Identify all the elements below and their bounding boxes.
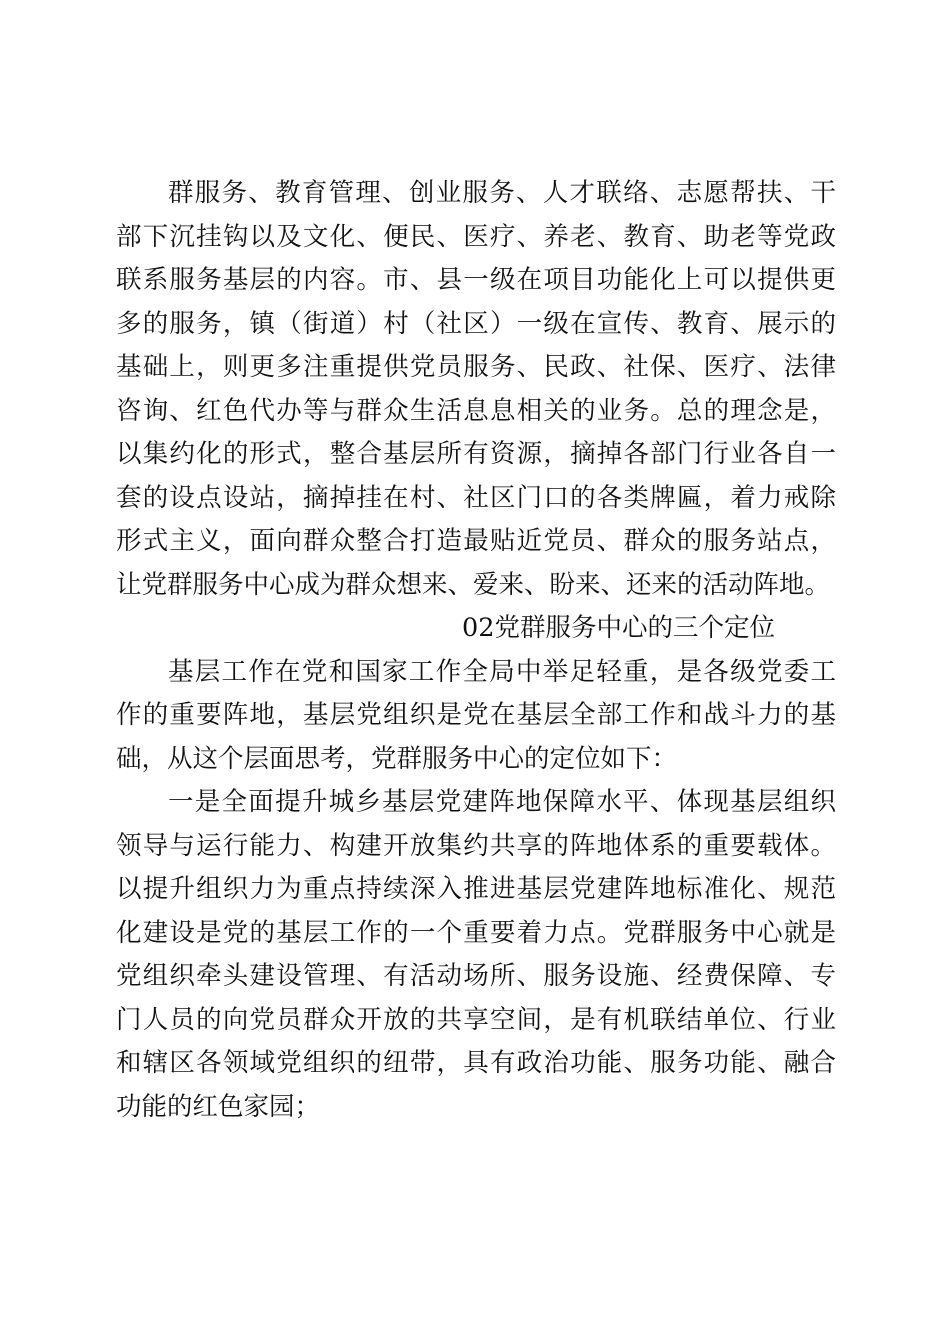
paragraph-1-line-8: 套的设点设站，摘掉挂在村、社区门口的各类牌匾，着力戒除 bbox=[116, 482, 836, 513]
paragraph-3-line-5: 党组织牵头建设管理、有活动场所、服务设施、经费保障、专 bbox=[116, 961, 836, 991]
paragraph-1-line-1: 群服务、教育管理、创业服务、人才联络、志愿帮扶、干 bbox=[168, 178, 836, 208]
paragraph-1-line-7: 以集约化的形式，整合基层所有资源，摘掉各部门行业各自一 bbox=[116, 439, 836, 469]
paragraph-3-line-8: 功能的红色家园； bbox=[116, 1091, 321, 1122]
paragraph-2-line-1: 基层工作在党和国家工作全局中举足轻重，是各级党委工 bbox=[168, 656, 836, 687]
section-heading: 02党群服务中心的三个定位 bbox=[462, 613, 775, 643]
paragraph-1-line-6: 咨询、红色代办等与群众生活息息相关的业务。总的理念是， bbox=[116, 395, 836, 426]
paragraph-1-line-10: 让党群服务中心成为群众想来、爱来、盼来、还来的活动阵地。 bbox=[116, 569, 831, 600]
document-body bbox=[116, 172, 836, 1129]
paragraph-3-line-3: 以提升组织力为重点持续深入推进基层党建阵地标准化、规范 bbox=[116, 874, 836, 904]
paragraph-2-line-2: 作的重要阵地，基层党组织是党在基层全部工作和战斗力的基 bbox=[116, 700, 836, 730]
paragraph-1-line-4: 多的服务，镇（街道）村（社区）一级在宣传、教育、展示的 bbox=[116, 308, 836, 339]
paragraph-1-line-2: 部下沉挂钩以及文化、便民、医疗、养老、教育、助老等党政 bbox=[116, 221, 836, 252]
paragraph-3-line-1: 一是全面提升城乡基层党建阵地保障水平、体现基层组织 bbox=[168, 787, 836, 817]
paragraph-3-line-2: 领导与运行能力、构建开放集约共享的阵地体系的重要载体。 bbox=[116, 830, 836, 861]
paragraph-3-line-6: 门人员的向党员群众开放的共享空间，是有机联结单位、行业 bbox=[116, 1004, 836, 1035]
paragraph-2-line-3: 础，从这个层面思考，党群服务中心的定位如下： bbox=[116, 743, 678, 774]
paragraph-3-line-7: 和辖区各领域党组织的纽带，具有政治功能、服务功能、融合 bbox=[116, 1048, 836, 1078]
paragraph-1-line-3: 联系服务基层的内容。市、县一级在项目功能化上可以提供更 bbox=[116, 265, 836, 295]
paragraph-1-line-9: 形式主义，面向群众整合打造最贴近党员、群众的服务站点， bbox=[116, 526, 836, 556]
paragraph-3-line-4: 化建设是党的基层工作的一个重要着力点。党群服务中心就是 bbox=[116, 917, 836, 948]
paragraph-1-line-5: 基础上，则更多注重提供党员服务、民政、社保、医疗、法律 bbox=[116, 352, 836, 382]
